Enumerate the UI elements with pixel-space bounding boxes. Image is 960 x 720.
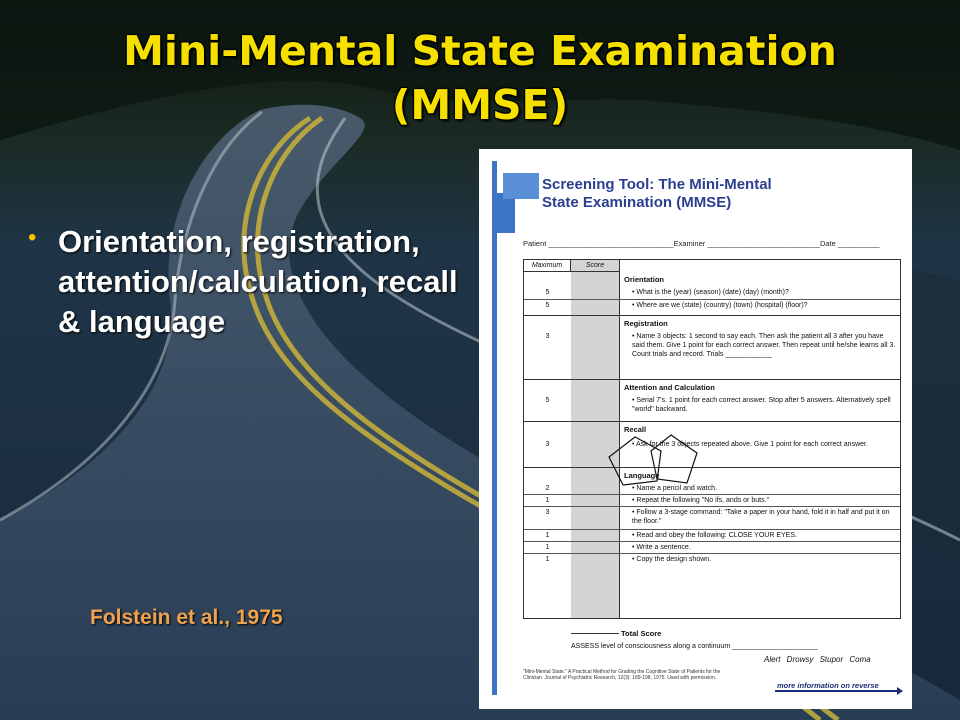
bullet-list: [28, 222, 468, 342]
slide-title-line-1: Mini-Mental State Examination: [123, 27, 837, 75]
row-text: • Copy the design shown.: [632, 556, 712, 563]
table-row: [524, 496, 900, 507]
row-maximum: 1: [545, 497, 550, 504]
row-maximum: 5: [545, 302, 550, 309]
source-credit: "Mini-Mental State." A Practical Method for Grading the Cognitive State of Patients for the Clinician. Journal of Psychiatric Research, 12(3): 189-198, 1975. Used with permission.: [523, 669, 721, 681]
form-heading-line-1: Screening Tool: The Mini-Mental: [542, 176, 772, 193]
row-maximum: 3: [545, 441, 550, 448]
bullet-dot: •: [28, 224, 37, 251]
row-maximum: 2: [545, 485, 550, 492]
row-maximum: 3: [545, 509, 550, 516]
bullet-item: [28, 222, 468, 342]
slide-title: [40, 24, 920, 132]
citation: Folstein et al., 1975: [90, 606, 283, 629]
row-maximum: 1: [545, 532, 550, 539]
table-row: [524, 288, 900, 300]
table-row: [524, 396, 900, 418]
row-text: • Write a sentence.: [632, 544, 691, 551]
total-score-label: Total Score: [621, 629, 662, 638]
table-row: [524, 301, 900, 313]
row-text: • Follow a 3-stage command: "Take a paper in your hand, fold it in half and put it on the floor.": [632, 509, 890, 525]
section-title: Orientation: [624, 275, 665, 284]
section-attention: [524, 380, 900, 422]
row-maximum: 5: [545, 289, 550, 296]
patient-line: Patient ______________________________Examiner ___________________________Date __________: [523, 239, 880, 248]
column-header-score: Score: [571, 260, 620, 272]
row-maximum: 1: [545, 544, 550, 551]
row-text: • Name 3 objects: 1 second to say each. Then ask the patient all 3 after you have said them. Give 1 point for each correct answer. Then repeat until he/she learns all 3. Count trials and record. Trials ____________: [632, 333, 896, 358]
total-score-line: [571, 633, 619, 634]
section-registration: [524, 316, 900, 380]
row-text: • Ask for the 3 objects repeated above. Give 1 point for each correct answer.: [632, 441, 868, 448]
consciousness-states: Alert Drowsy Stupor Coma: [764, 655, 871, 664]
row-text: • Repeat the following "No ifs, ands or buts.": [632, 497, 769, 504]
form-accent-square: [503, 173, 539, 199]
row-text: • Read and obey the following: CLOSE YOUR EYES.: [632, 532, 797, 539]
row-text: • What is the (year) (season) (date) (day) (month)?: [632, 289, 789, 296]
bullet-text: Orientation, registration, attention/calculation, recall & language: [58, 224, 458, 339]
table-row: [524, 508, 900, 530]
row-text: • Where are we (state) (country) (town) (hospital) (floor)?: [632, 302, 808, 309]
arrow-right-icon: [775, 690, 901, 692]
section-title: Registration: [624, 319, 668, 328]
row-text: • Name a pencil and watch.: [632, 485, 717, 492]
row-text: • Serial 7's. 1 point for each correct answer. Stop after 5 answers. Alternatively spell "world" backward.: [632, 397, 891, 413]
assess-line: ASSESS level of consciousness along a continuum ______________________: [571, 643, 818, 650]
form-heading-line-2: State Examination (MMSE): [542, 194, 732, 211]
table-row: [524, 332, 900, 376]
form-heading: [542, 176, 902, 212]
row-maximum: 3: [545, 333, 550, 340]
form-accent-stripe: [492, 161, 497, 695]
form-accent-block: [497, 193, 515, 233]
table-row: [524, 531, 900, 542]
section-title: Language: [624, 471, 660, 480]
section-title: Recall: [624, 425, 647, 434]
mmse-form-image: [479, 149, 912, 709]
row-maximum: 1: [545, 556, 550, 563]
section-title: Attention and Calculation: [624, 383, 715, 392]
column-header-maximum: Maximum: [524, 260, 571, 272]
intersecting-pentagons-drawing: [605, 431, 735, 493]
row-maximum: 5: [545, 397, 550, 404]
table-row: [524, 543, 900, 554]
slide-title-line-2: (MMSE): [391, 81, 569, 129]
more-info-label: more information on reverse: [777, 681, 879, 690]
section-orientation: [524, 272, 900, 316]
table-row: [524, 555, 900, 566]
